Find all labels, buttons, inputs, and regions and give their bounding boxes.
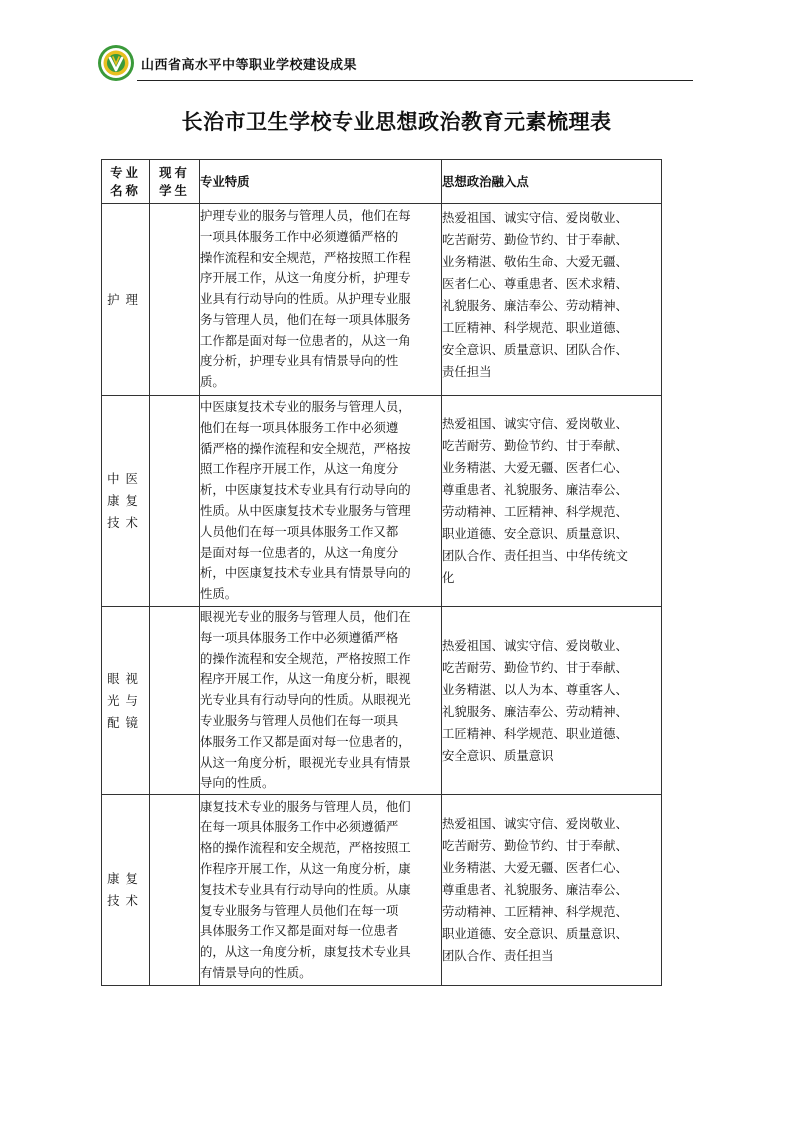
school-emblem-icon [97, 44, 135, 82]
header-major-name: 专业 名称 [102, 160, 150, 204]
header-title: 山西省高水平中等职业学校建设成果 [141, 58, 358, 73]
major-name-cell: 康复 技术 [102, 795, 150, 986]
major-name-cell: 护理 [102, 204, 150, 396]
ideology-cell: 热爱祖国、诚实守信、爱岗敬业、 吃苦耐劳、勤俭节约、甘于奉献、 业务精湛、敬佑生命、大爱无疆、 医者仁心、尊重患者、医术求精、 礼貌服务、廉洁奉公、劳动精神、 工匠精神、科学规范、职业道德、 安全意识、质量意识、团队合作、 责任担当 [442, 204, 662, 396]
feature-cell: 护理专业的服务与管理人员，他们在每 一项具体服务工作中必须遵循严格的 操作流程和安全规范，严格按照工作程 序开展工作，从这一角度分析，护理专 业具有行动导向的性质。从护理专业服 务与管理人员，他们在每一项具体服务 工作都是面对每一位患者的，从这一角 度分析，护理专业具有情景导向的性 质。 [200, 204, 442, 396]
students-cell [150, 795, 200, 986]
table-row [102, 607, 662, 795]
page-header [97, 44, 693, 84]
ideology-cell: 热爱祖国、诚实守信、爱岗敬业、 吃苦耐劳、勤俭节约、甘于奉献、 业务精湛、大爱无疆、医者仁心、 尊重患者、礼貌服务、廉洁奉公、 劳动精神、工匠精神、科学规范、 职业道德、安全意识、质量意识、 团队合作、责任担当、中华传统文 化 [442, 396, 662, 607]
feature-cell: 眼视光专业的服务与管理人员，他们在 每一项具体服务工作中必须遵循严格 的操作流程和安全规范，严格按照工作 程序开展工作，从这一角度分析，眼视 光专业具有行动导向的性质。从眼视光 专业服务与管理人员他们在每一项具 体服务工作又都是面对每一位患者的， 从这一角度分析，眼视光专业具有情景 导向的性质。 [200, 607, 442, 795]
students-cell [150, 396, 200, 607]
students-cell [150, 607, 200, 795]
feature-cell: 中医康复技术专业的服务与管理人员， 他们在每一项具体服务工作中必须遵 循严格的操作流程和安全规范，严格按 照工作程序开展工作，从这一角度分 析，中医康复技术专业具有行动导向的 性质。从中医康复技术专业服务与管理 人员他们在每一项具体服务工作又都 是面对每一位患者的，从这一角度分 析，中医康复技术专业具有情景导向的 性质。 [200, 396, 442, 607]
document-title: 长治市卫生学校专业思想政治教育元素梳理表 [181, 109, 612, 134]
table-header-row [102, 160, 662, 204]
table-row [102, 795, 662, 986]
header-major-feature: 专业特质 [200, 160, 442, 204]
students-cell [150, 204, 200, 396]
ideology-cell: 热爱祖国、诚实守信、爱岗敬业、 吃苦耐劳、勤俭节约、甘于奉献、 业务精湛、以人为本、尊重客人、 礼貌服务、廉洁奉公、劳动精神、 工匠精神、科学规范、职业道德、 安全意识、质量意识 [442, 607, 662, 795]
table-row [102, 396, 662, 607]
feature-cell: 康复技术专业的服务与管理人员，他们 在每一项具体服务工作中必须遵循严 格的操作流程和安全规范，严格按照工 作程序开展工作，从这一角度分析，康 复技术专业具有行动导向的性质。从康 复专业服务与管理人员他们在每一项 具体服务工作又都是面对每一位患者 的，从这一角度分析，康复技术专业具 有情景导向的性质。 [200, 795, 442, 986]
table-row [102, 204, 662, 396]
major-name-cell: 中医 康复 技术 [102, 396, 150, 607]
header-ideology-points: 思想政治融入点 [442, 160, 662, 204]
curriculum-table [101, 159, 662, 986]
major-name-cell: 眼视 光与 配镜 [102, 607, 150, 795]
header-current-students: 现有 学生 [150, 160, 200, 204]
ideology-cell: 热爱祖国、诚实守信、爱岗敬业、 吃苦耐劳、勤俭节约、甘于奉献、 业务精湛、大爱无疆、医者仁心、 尊重患者、礼貌服务、廉洁奉公、 劳动精神、工匠精神、科学规范、 职业道德、安全意识、质量意识、 团队合作、责任担当 [442, 795, 662, 986]
header-rule [137, 80, 693, 81]
